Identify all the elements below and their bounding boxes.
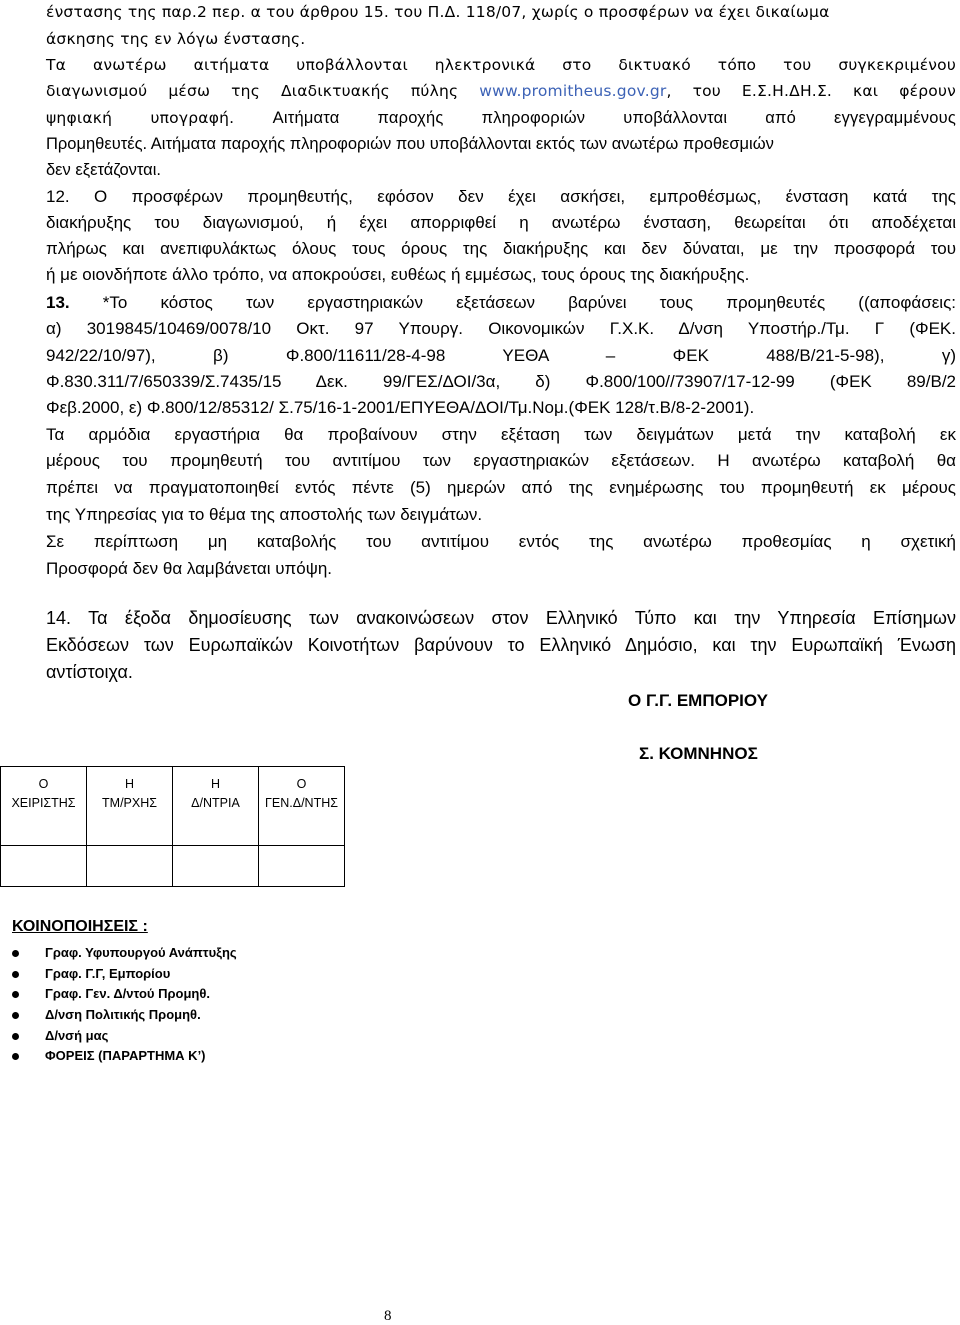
signoff-signature-cell [259, 846, 345, 887]
signoff-signature-cell [87, 846, 173, 887]
p11-line-7: δεν εξετάζονται. [46, 161, 161, 179]
list-item [0, 964, 237, 985]
p13-line-5: Φεβ.2000, ε) Φ.800/12/85312/ Σ.75/16-1-2001/ΕΠΥΕΘΑ/ΔΟΙ/Τμ.Νομ.(ΦΕΚ 128/τ.Β/8-2-2001). [46, 398, 755, 417]
p13-line-2: α) 3019845/10469/0078/10 Οκτ. 97 Υπουργ. Οικονομικών Γ.Χ.Κ. Δ/νση Υποστήρ./Τμ. Γ (ΦΕΚ. [46, 319, 956, 338]
signoff-cell-director-top: Η [210, 777, 221, 791]
signoff-cell-handler [1, 767, 87, 846]
list-item-label: Δ/νσή μας [45, 1027, 109, 1043]
signoff-cell-general-director [259, 767, 345, 846]
bullet-icon [12, 971, 19, 978]
p13-line-3: 942/22/10/97), β) Φ.800/11611/28-4-98 ΥΕΘΑ – ΦΕΚ 488/Β/21-5-98), γ) [46, 346, 956, 365]
p13-line-11: Προσφορά δεν θα λαμβάνεται υπόψη. [46, 559, 332, 578]
p13-line-4: Φ.830.311/7/650339/Σ.7435/15 Δεκ. 99/ΓΕΣ/ΔΟΙ/3α, δ) Φ.800/100//73907/17-12-99 (ΦΕΚ 89/Β/2 [46, 372, 956, 391]
signature-title: Ο Γ.Γ. ΕΜΠΟΡΙΟΥ [628, 691, 768, 710]
bullet-icon [12, 1033, 19, 1040]
list-item-label: Δ/νση Πολιτικής Προμηθ. [45, 1007, 201, 1023]
p13-line-8: πρέπει να πραγματοποιηθεί εντός πέντε (5) ημερών από της ενημέρωσης του προμηθευτή εκ μέρους [46, 478, 956, 497]
p11-line-4-tail: , του Ε.Σ.Η.ΔΗ.Σ. και φέρουν [666, 82, 956, 100]
p13-line-1-text: *Το κόστος των εργαστηριακών εξετάσεων βαρύνει τους προμηθευτές ((αποφάσεις: [102, 293, 956, 312]
p11-line-5-a: ψηφιακή υπογραφή. [46, 109, 235, 127]
signoff-cell-general-director-top: Ο [296, 777, 307, 791]
p14-line-2: Εκδόσεων των Ευρωπαϊκών Κοινοτήτων βαρύνουν το Ελληνικό Δημόσιο, και την Ευρωπαϊκή Ένωση [46, 635, 956, 655]
p11-line-1: ένστασης της παρ.2 περ. α του άρθρου 15. του Π.Δ. 118/07, χωρίς ο προσφέρων να έχει δικαίωμα [46, 3, 830, 21]
notifications-title: ΚΟΙΝΟΠΟΙΗΣΕΙΣ : [12, 918, 148, 935]
signoff-cell-director-bottom: Δ/ΝΤΡΙΑ [191, 796, 240, 811]
signoff-cell-handler-bottom: ΧΕΙΡΙΣΤΗΣ [11, 796, 76, 811]
page-number: 8 [384, 1308, 392, 1324]
signoff-cell-general-director-bottom: ΓΕΝ.Δ/ΝΤΗΣ [265, 796, 338, 811]
signoff-table [0, 766, 345, 887]
list-item [0, 1005, 237, 1026]
signoff-cell-section-head-top: Η [124, 777, 135, 791]
p12-line-4: ή με οιονδήποτε άλλο τρόπο, να αποκρούσει, ευθέως ή εμμέσως, τους όρους της διακήρυξης. [46, 265, 750, 284]
list-item [0, 1046, 237, 1067]
p11-line-5-b: Αιτήματα παροχής πληροφοριών υποβάλλονται από εγγεγραμμένους [272, 109, 956, 127]
p13-line-1 [46, 294, 956, 313]
list-item-label: Γραφ. Γ.Γ, Εμπορίου [45, 965, 171, 981]
list-item [0, 943, 237, 964]
list-item-label: ΦΟΡΕΙΣ (ΠΑΡΑΡΤΗΜΑ Κ’) [45, 1048, 206, 1064]
p11-line-6: Προμηθευτές. Αιτήματα παροχής πληροφοριών που υποβάλλονται εκτός των ανωτέρω προθεσμιών [46, 135, 774, 153]
signoff-signature-cell [173, 846, 259, 887]
promitheus-link[interactable]: www.promitheus.gov.gr [479, 82, 667, 100]
p11-line-4 [46, 83, 956, 100]
signature-name: Σ. ΚΟΜΝΗΝΟΣ [639, 744, 758, 763]
notifications-list [0, 943, 237, 1067]
signoff-cell-director [173, 767, 259, 846]
bullet-icon [12, 1012, 19, 1019]
p14-line-3: αντίστοιχα. [46, 662, 133, 682]
list-item-label: Γραφ. Υφυπουργού Ανάπτυξης [45, 945, 237, 960]
signoff-cell-handler-top: Ο [38, 777, 49, 791]
bullet-icon [12, 950, 19, 957]
p13-line-7: μέρους του προμηθευτή του αντιτίμου των εργαστηριακών εξετάσεων. Η ανωτέρω καταβολή θα [46, 451, 956, 470]
p11-line-4-text: διαγωνισμού μέσω της Διαδικτυακής πύλης [46, 82, 459, 100]
p12-line-1: 12. Ο προσφέρων προμηθευτής, εφόσον δεν έχει ασκήσει, εμπροθέσμως, ένσταση κατά της [46, 187, 956, 206]
signoff-cell-section-head [87, 767, 173, 846]
bullet-icon [12, 1053, 19, 1060]
p13-number: 13. [46, 293, 70, 312]
p14-line-1: 14. Τα έξοδα δημοσίευσης των ανακοινώσεων στον Ελληνικό Τύπο και την Υπηρεσία Επίσημων [46, 608, 956, 628]
p12-line-2: διακήρυξης του διαγωνισμού, ή έχει απορριφθεί η ανωτέρω ένσταση, θεωρείται ότι αποδέχεται [46, 213, 956, 232]
list-item [0, 984, 237, 1005]
p11-line-5 [46, 109, 956, 127]
p12-line-3: πλήρως και ανεπιφυλάκτως όλους τους όρους της διακήρυξης και δεν δύναται, με την προσφορά του [46, 239, 956, 258]
p11-line-3: Τα ανωτέρω αιτήματα υποβάλλονται ηλεκτρονικά στο δικτυακό τόπο του συγκεκριμένου [46, 56, 956, 74]
signoff-signature-cell [1, 846, 87, 887]
list-item-label: Γραφ. Γεν. Δ/ντού Προμηθ. [45, 986, 210, 1002]
p13-line-9: της Υπηρεσίας για το θέμα της αποστολής των δειγμάτων. [46, 505, 483, 524]
bullet-icon [12, 991, 19, 998]
p11-line-2: άσκησης της εν λόγω ένστασης. [46, 30, 306, 48]
list-item [0, 1026, 237, 1047]
p13-line-10: Σε περίπτωση μη καταβολής του αντιτίμου εντός της ανωτέρω προθεσμίας η σχετική [46, 532, 956, 551]
p13-line-6: Τα αρμόδια εργαστήρια θα προβαίνουν στην εξέταση των δειγμάτων μετά την καταβολή εκ [46, 425, 956, 444]
signoff-cell-section-head-bottom: ΤΜ/ΡΧΗΣ [102, 796, 157, 811]
